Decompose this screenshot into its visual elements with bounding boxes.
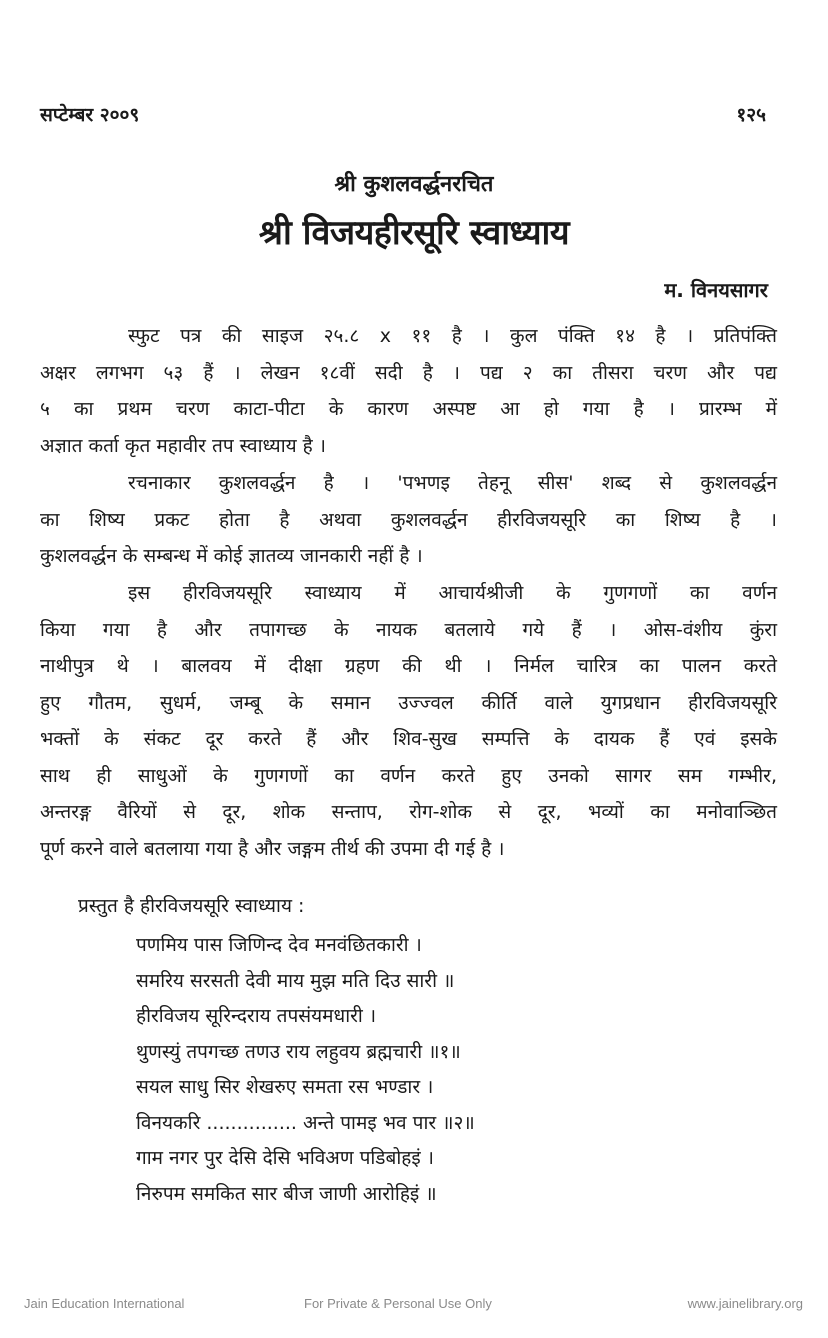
paragraph-line: साथ ही साधुओं के गुणगणों का वर्णन करते हुए उनको सागर सम गम्भीर, bbox=[40, 764, 777, 787]
verse-line: गाम नगर पुर देसि देसि भविअण पडिबोहइं । bbox=[136, 1147, 434, 1169]
page-number: १२५ bbox=[736, 104, 766, 126]
paragraph-line: स्फुट पत्र की साइज २५.८ x ११ है । कुल पंक्ति १४ है । प्रतिपंक्ति bbox=[128, 325, 777, 347]
paragraph-1 bbox=[40, 318, 777, 464]
paragraph-line: पूर्ण करने वाले बतलाया गया है और जङ्गम तीर्थ की उपमा दी गई है । bbox=[40, 837, 505, 860]
article-author: म. विनयसागर bbox=[664, 278, 768, 302]
footer-publisher: Jain Education International bbox=[24, 1296, 185, 1311]
paragraph-3 bbox=[40, 575, 777, 867]
footer-usage-notice: For Private & Personal Use Only bbox=[304, 1296, 492, 1311]
paragraph-line: कुशलवर्द्धन के सम्बन्ध में कोई ज्ञातव्य जानकारी नहीं है । bbox=[40, 545, 423, 567]
paragraph-line: का शिष्य प्रकट होता है अथवा कुशलवर्द्धन हीरविजयसूरि का शिष्य है । bbox=[40, 508, 777, 531]
verse-line: विनयकरि ............... अन्ते पामइ भव पार ॥२॥ bbox=[136, 1111, 475, 1134]
footer-website-link[interactable]: www.jainelibrary.org bbox=[687, 1296, 803, 1311]
paragraph-line: अन्तरङ्ग वैरियों से दूर, शोक सन्ताप, रोग-शोक से दूर, भव्यों का मनोवाञ्छित bbox=[40, 801, 777, 823]
verse-block bbox=[136, 928, 475, 1212]
verse-line: सयल साधु सिर शेखरुए समता रस भण्डार । bbox=[136, 1076, 434, 1098]
page-header-date: सप्टेम्बर २००९ bbox=[40, 104, 140, 126]
paragraph-line: भक्तों के संकट दूर करते हैं और शिव-सुख सम्पत्ति के दायक हैं एवं इसके bbox=[40, 728, 777, 750]
article-subtitle: श्री कुशलवर्द्धनरचित bbox=[334, 172, 494, 197]
verse-line: समरिय सरसती देवी माय मुझ मति दिउ सारी ॥ bbox=[136, 969, 455, 992]
paragraph-line: किया गया है और तपागच्छ के नायक बतलाये गये हैं । ओस-वंशीय कुंरा bbox=[40, 618, 777, 641]
verse-line: हीरविजय सूरिन्दराय तपसंयमधारी । bbox=[136, 1005, 377, 1027]
paragraph-line: नाथीपुत्र थे । बालवय में दीक्षा ग्रहण की थी । निर्मल चारित्र का पालन करते bbox=[40, 655, 777, 677]
paragraph-line: हुए गौतम, सुधर्म, जम्बू के समान उज्ज्वल कीर्ति वाले युगप्रधान हीरविजयसूरि bbox=[40, 691, 777, 714]
paragraph-line: अक्षर लगभग ५३ हैं । लेखन १८वीं सदी है । पद्य २ का तीसरा चरण और पद्य bbox=[40, 361, 777, 384]
verse-line: निरुपम समकित सार बीज जाणी आरोहिइं ॥ bbox=[136, 1182, 437, 1205]
verse-line: पणमिय पास जिणिन्द देव मनवंछितकारी । bbox=[136, 934, 422, 956]
verse-intro: प्रस्तुत है हीरविजयसूरि स्वाध्याय : bbox=[78, 895, 305, 917]
paragraph-line: ५ का प्रथम चरण काटा-पीटा के कारण अस्पष्ट आ हो गया है । प्रारम्भ में bbox=[40, 398, 777, 420]
article-title: श्री विजयहीरसूरि स्वाध्याय bbox=[258, 213, 570, 253]
paragraph-line: रचनाकार कुशलवर्द्धन है । 'पभणइ तेहनू सीस' शब्द से कुशलवर्द्धन bbox=[128, 472, 777, 494]
paragraph-line: इस हीरविजयसूरि स्वाध्याय में आचार्यश्रीजी के गुणगणों का वर्णन bbox=[128, 582, 777, 604]
paragraph-2 bbox=[40, 465, 777, 575]
verse-line: थुणस्युं तपगच्छ तणउ राय लहुवय ब्रह्मचारी ॥१॥ bbox=[136, 1040, 461, 1063]
paragraph-line: अज्ञात कर्ता कृत महावीर तप स्वाध्याय है । bbox=[40, 434, 327, 457]
